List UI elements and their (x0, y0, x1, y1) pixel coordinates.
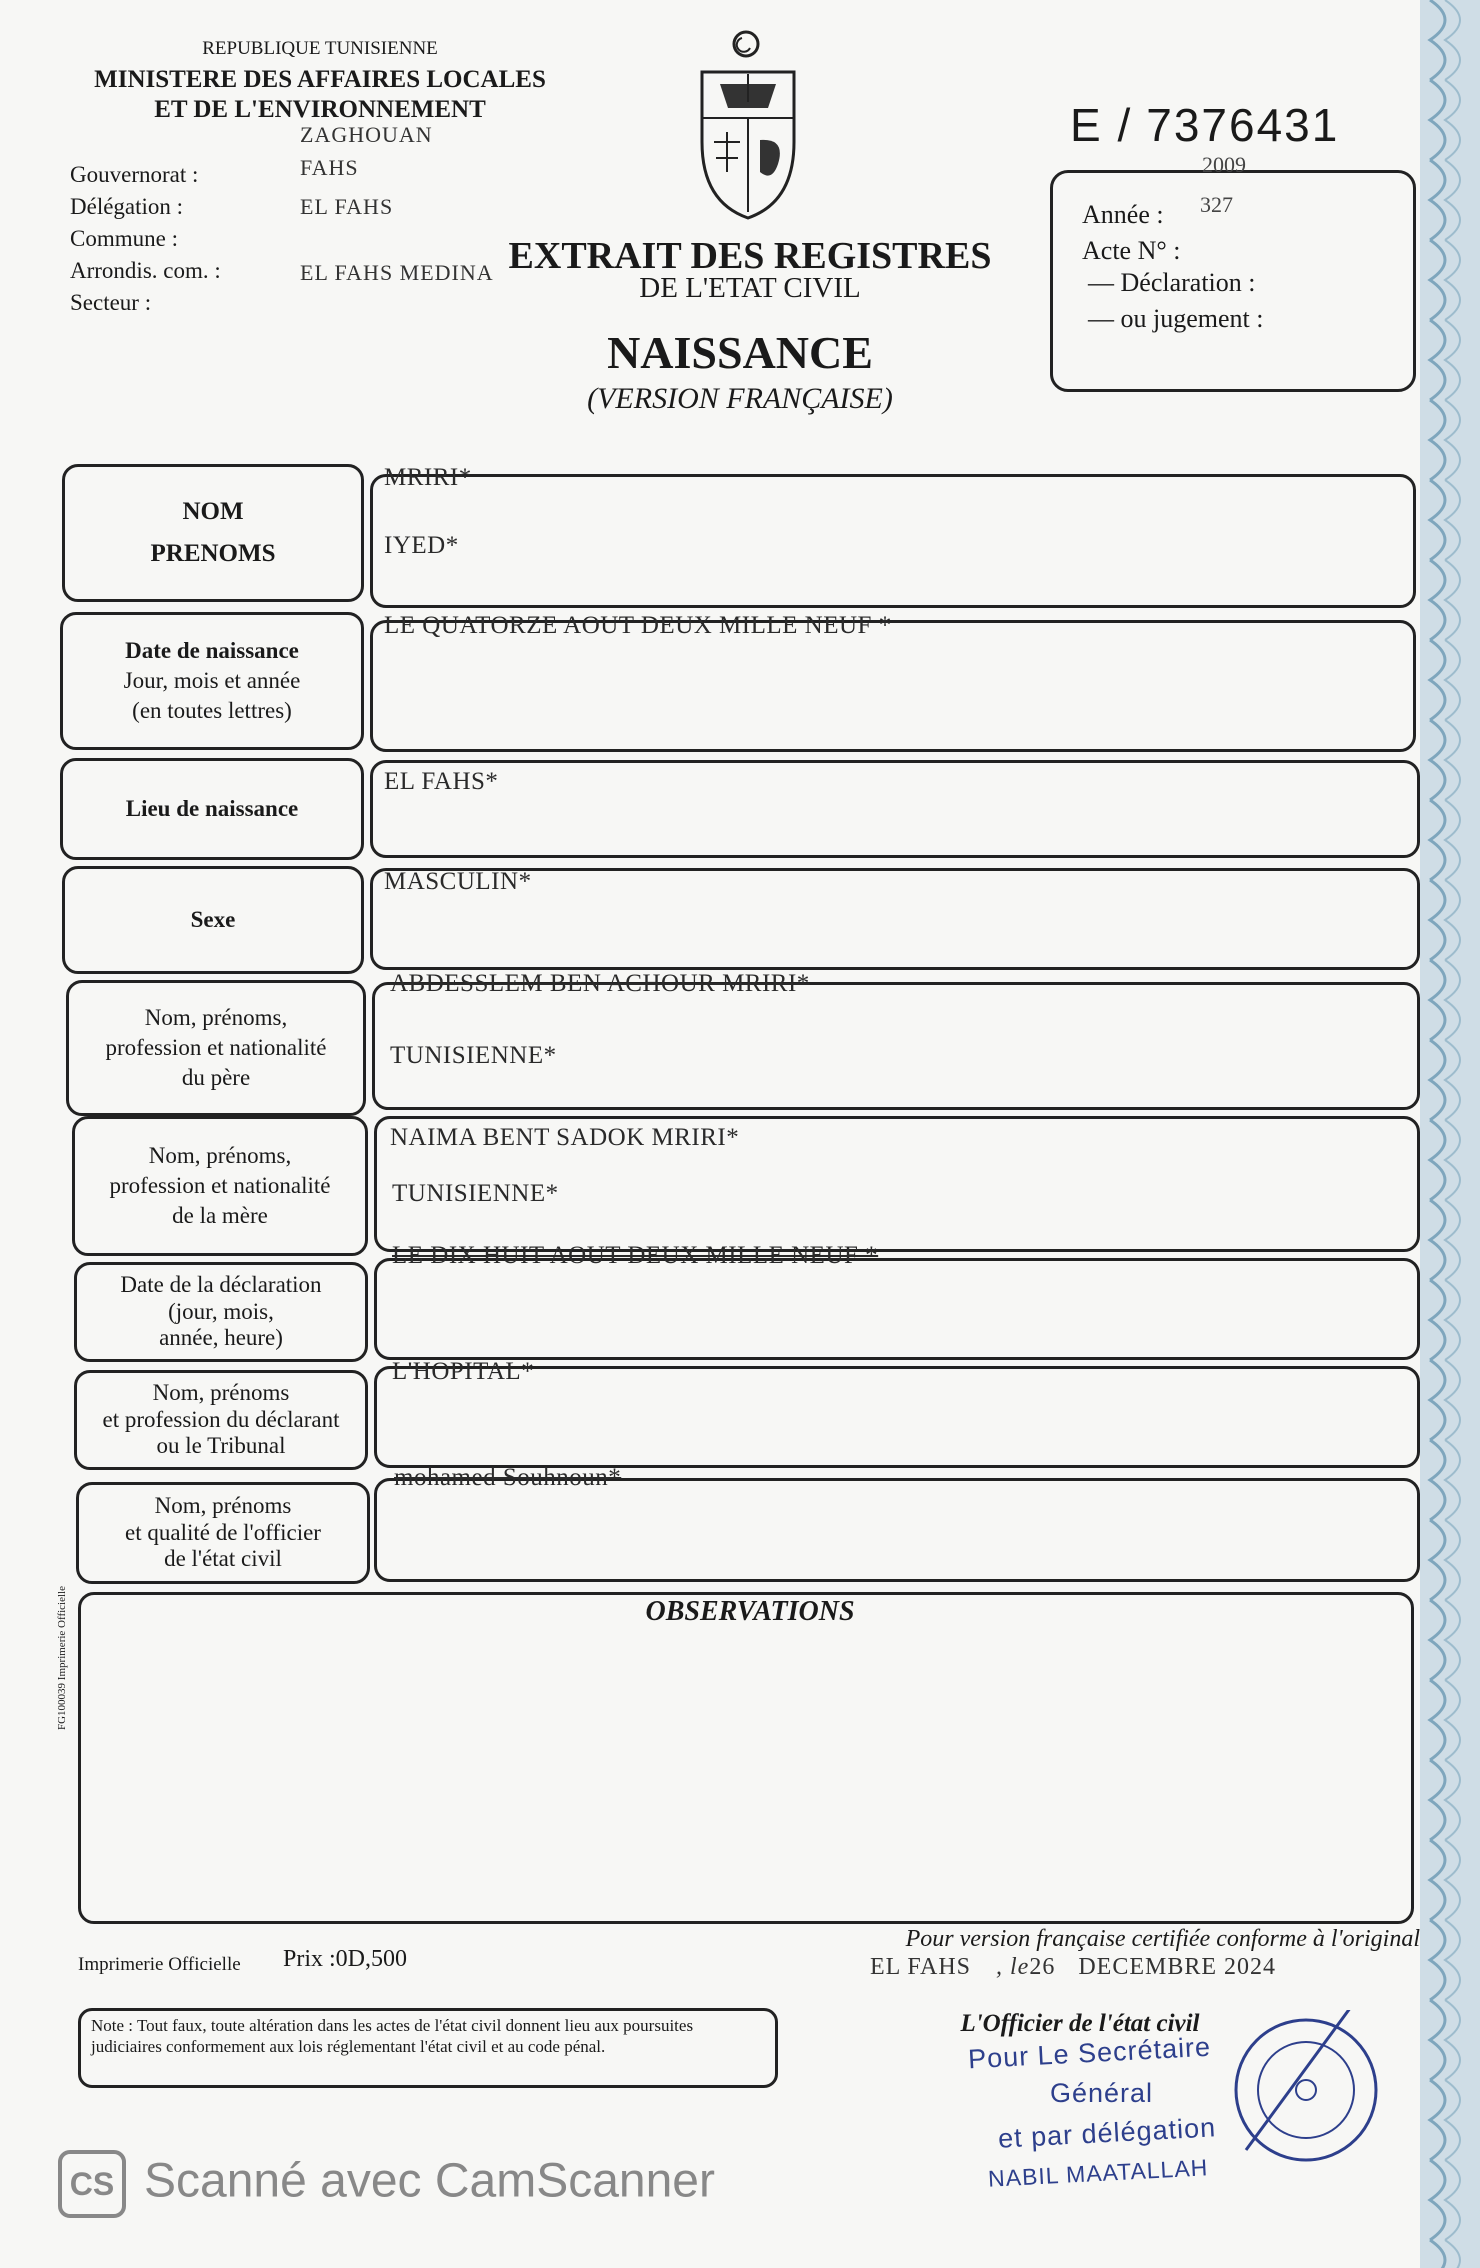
delegation-label: Délégation : (70, 194, 184, 219)
mother-label-b: profession et nationalité (109, 1173, 331, 1199)
side-printer-code: FG100039 Imprimerie Officielle (56, 1586, 68, 1730)
camscanner-watermark (58, 2150, 715, 2218)
officer-value: mohamed Souhnoun* (394, 1464, 622, 1491)
printer-label: Imprimerie Officielle (78, 1954, 241, 1975)
serial-value: 7376431 (1146, 99, 1340, 151)
sex-label: Sexe (190, 907, 236, 933)
declaration-date-value: LE DIX HUIT AOUT DEUX MILLE NEUF * (392, 1242, 879, 1269)
commune-value: EL FAHS (300, 194, 394, 219)
le-label: , le (996, 1954, 1030, 1980)
father-label-b: profession et nationalité (105, 1035, 327, 1061)
officer-signature-title: L'Officier de l'état civil (960, 2010, 1200, 2037)
act-label: Acte N° : (1082, 236, 1181, 265)
officer-label-box (76, 1482, 370, 1584)
year-value: 2009 (1202, 152, 1246, 177)
officer-value-box (374, 1478, 1420, 1582)
birthdate-sublabel: Jour, mois et année (123, 668, 301, 694)
father-nationality-value: TUNISIENNE* (390, 1042, 557, 1069)
governorate-label: Gouvernorat : (70, 162, 199, 187)
birthdate-label-box (60, 612, 364, 750)
commune-label: Commune : (70, 226, 178, 251)
firstname-label: PRENOMS (150, 540, 276, 567)
observations-box (78, 1592, 1414, 1924)
officer-label-b: et qualité de l'officier (125, 1519, 321, 1545)
firstname-value: IYED* (384, 532, 459, 559)
official-seal-icon (1226, 2010, 1386, 2170)
declarant-label-a: Nom, prénoms (152, 1380, 290, 1406)
birthdate-note: (en toutes lettres) (132, 697, 292, 723)
mother-name-value: NAIMA BENT SADOK MRIRI* (390, 1124, 740, 1151)
sex-label-box (62, 866, 364, 974)
stamp-line2: Général (1050, 2078, 1154, 2108)
coat-of-arms-icon (690, 22, 810, 222)
officer-label-c: de l'état civil (164, 1546, 282, 1572)
birthplace-value: EL FAHS* (384, 768, 499, 795)
republic-label: REPUBLIQUE TUNISIENNE (202, 38, 438, 59)
month-year-value: DECEMBRE 2024 (1078, 1954, 1277, 1980)
legal-note: Note : Tout faux, toute altération dans les actes de l'état civil donnent lieu aux poursuites judiciaires conformement aux lois réglementant l'état civil et au code pénal. (78, 2008, 778, 2088)
year-label: Année : (1082, 200, 1164, 229)
governorate-value: ZAGHOUAN (300, 122, 433, 147)
father-label-box (66, 980, 366, 1116)
stamp-line1: Pour Le Secrétaire (967, 2031, 1212, 2075)
price-label: Prix :0D,500 (283, 1946, 408, 1972)
declaration-date-label-b: (jour, mois, (168, 1298, 274, 1324)
title-civil-status: DE L'ETAT CIVIL (639, 272, 861, 304)
declaration-date-label-a: Date de la déclaration (120, 1272, 322, 1298)
surname-label: NOM (182, 497, 244, 525)
birthplace-label-box (60, 758, 364, 860)
declarant-label-b: et profession du déclarant (102, 1406, 340, 1432)
sector-label: Secteur : (70, 290, 152, 315)
birthplace-value-box (370, 760, 1420, 858)
title-birth: NAISSANCE (607, 327, 873, 378)
judgment-label: — ou jugement : (1088, 304, 1264, 333)
arrondissement-label: Arrondis. com. : (70, 258, 221, 283)
declaration-date-label-box (74, 1262, 368, 1362)
declarant-label-box (74, 1370, 368, 1470)
ministry-line2: ET DE L'ENVIRONNEMENT (154, 96, 486, 123)
serial-prefix: E / (1070, 99, 1133, 151)
stamp-line4: NABIL MAATALLAH (987, 2154, 1209, 2192)
father-label-a: Nom, prénoms, (144, 1005, 288, 1031)
father-name-value: ABDESSLEM BEN ACHOUR MRIRI* (390, 970, 810, 997)
ministry-line1: MINISTERE DES AFFAIRES LOCALES (94, 66, 546, 93)
delegation-value: FAHS (300, 155, 359, 180)
name-value-box (370, 474, 1416, 608)
place-value: EL FAHS (870, 1954, 972, 1980)
observations-title: OBSERVATIONS (645, 1596, 855, 1627)
sex-value: MASCULIN* (384, 868, 532, 895)
birthdate-label: Date de naissance (125, 638, 299, 664)
act-value: 327 (1200, 192, 1233, 217)
camscanner-text: Scanné avec CamScanner (144, 2154, 715, 2208)
title-extract: EXTRAIT DES REGISTRES (508, 235, 992, 277)
declaration-date-value-box (374, 1258, 1420, 1360)
title-version: (VERSION FRANÇAISE) (587, 382, 893, 415)
mother-label-a: Nom, prénoms, (148, 1143, 292, 1169)
declarant-label-c: ou le Tribunal (156, 1433, 286, 1459)
day-value: 26 (1029, 1954, 1056, 1980)
stamp-line3: et par délégation (997, 2112, 1217, 2154)
decorative-border (1420, 0, 1480, 2268)
officer-label-a: Nom, prénoms (154, 1493, 292, 1519)
serial-number (1070, 98, 1339, 152)
name-label-box (62, 464, 364, 602)
mother-label-box (72, 1116, 368, 1256)
arrondissement-value: EL FAHS MEDINA (300, 260, 494, 285)
certification-line: Pour version française certifiée conforme à l'original (905, 1926, 1420, 1952)
declaration-date-label-c: année, heure) (159, 1325, 283, 1351)
birthdate-value: LE QUATORZE AOUT DEUX MILLE NEUF * (384, 612, 892, 639)
place-date (870, 1954, 1276, 1981)
birthplace-label: Lieu de naissance (125, 796, 299, 822)
declaration-label: — Déclaration : (1088, 268, 1256, 297)
mother-label-c: de la mère (172, 1202, 268, 1228)
camscanner-logo-icon: CS (58, 2150, 126, 2218)
surname-value: MRIRI* (384, 464, 472, 491)
declarant-value: L'HOPITAL* (392, 1358, 535, 1385)
mother-nationality-value: TUNISIENNE* (392, 1180, 559, 1207)
father-label-c: du père (181, 1064, 251, 1090)
